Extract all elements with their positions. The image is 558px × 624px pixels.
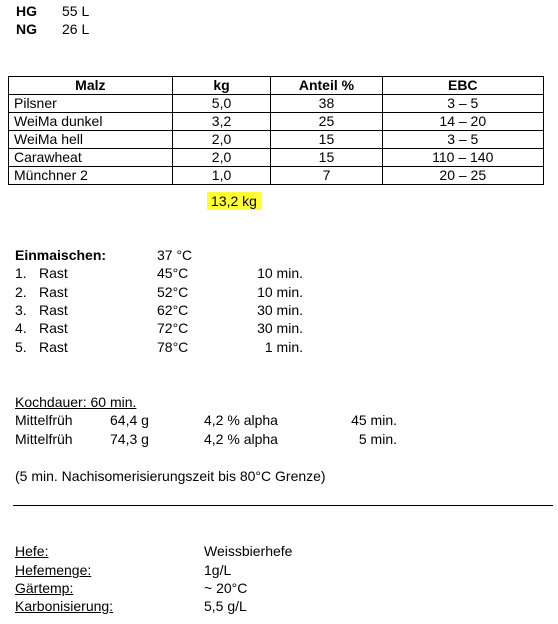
malz-name: Münchner 2 [9, 167, 173, 185]
header-malz: Malz [9, 77, 173, 95]
ng-label: NG [16, 21, 37, 37]
rast-time: 1 min. [264, 339, 303, 355]
hop-name: Mittelfrüh [15, 431, 73, 447]
rast-temp: 52°C [157, 284, 189, 300]
malz-ebc: 3 – 5 [382, 95, 543, 113]
kochen-note: (5 min. Nachisomerisierungszeit bis 80°C Grenze) [15, 468, 326, 484]
malz-anteil: 15 [271, 149, 382, 167]
rast-num: 1. [15, 265, 27, 281]
header-ebc: EBC [382, 77, 543, 95]
table-row [9, 113, 544, 131]
hop-alpha: 4,2 % alpha [204, 431, 278, 447]
section-divider [13, 505, 553, 506]
hefe-value: Weissbierhefe [204, 543, 293, 559]
hefe-label: Hefe: [15, 543, 49, 559]
einmaischen-temp: 37 °C [157, 247, 193, 263]
hop-alpha: 4,2 % alpha [204, 412, 278, 428]
rast-name: Rast [39, 320, 68, 336]
ng-value: 26 L [62, 21, 90, 37]
malz-name: Pilsner [9, 95, 173, 113]
malz-anteil: 7 [271, 167, 382, 185]
gaertemp-value: ~ 20°C [204, 580, 248, 596]
malz-anteil: 38 [271, 95, 382, 113]
header-kg: kg [172, 77, 271, 95]
table-row [9, 149, 544, 167]
rast-num: 5. [15, 339, 27, 355]
malz-kg: 2,0 [172, 149, 271, 167]
rast-name: Rast [39, 302, 68, 318]
malz-kg: 5,0 [172, 95, 271, 113]
rast-temp: 45°C [157, 265, 189, 281]
gaertemp-label: Gärtemp: [15, 580, 74, 596]
malz-anteil: 15 [271, 131, 382, 149]
karbonisierung-value: 5,5 g/L [204, 598, 247, 614]
malz-name: WeiMa dunkel [9, 113, 173, 131]
hg-value: 55 L [62, 3, 90, 19]
malz-name: Carawheat [9, 149, 173, 167]
malz-name: WeiMa hell [9, 131, 173, 149]
rast-time: 30 min. [257, 302, 303, 318]
rast-temp: 78°C [157, 339, 189, 355]
malz-ebc: 20 – 25 [382, 167, 543, 185]
rast-temp: 72°C [157, 320, 189, 336]
hop-time: 45 min. [351, 412, 397, 428]
rast-temp: 62°C [157, 302, 189, 318]
table-row [9, 95, 544, 113]
rast-num: 4. [15, 320, 27, 336]
hefemenge-label: Hefemenge: [15, 562, 92, 578]
rast-time: 10 min. [257, 265, 303, 281]
rast-name: Rast [39, 339, 68, 355]
table-row [9, 131, 544, 149]
malz-kg: 1,0 [172, 167, 271, 185]
kochdauer-label: Kochdauer: 60 min. [15, 394, 137, 410]
malz-ebc: 3 – 5 [382, 131, 543, 149]
hefemenge-value: 1g/L [204, 562, 232, 578]
malz-kg: 2,0 [172, 131, 271, 149]
rast-num: 2. [15, 284, 27, 300]
karbonisierung-label: Karbonisierung: [15, 598, 114, 614]
hop-name: Mittelfrüh [15, 412, 73, 428]
einmaischen-label: Einmaischen: [15, 247, 107, 263]
table-row [9, 167, 544, 185]
hop-time: 5 min. [358, 431, 397, 447]
rast-time: 30 min. [257, 320, 303, 336]
malz-ebc: 14 – 20 [382, 113, 543, 131]
hg-label: HG [16, 3, 37, 19]
rast-num: 3. [15, 302, 27, 318]
malz-kg: 3,2 [172, 113, 271, 131]
table-header-row [9, 77, 544, 95]
malz-table [8, 76, 544, 185]
malz-anteil: 25 [271, 113, 382, 131]
malz-ebc: 110 – 140 [382, 149, 543, 167]
rast-name: Rast [39, 265, 68, 281]
hop-amount: 74,3 g [110, 431, 149, 447]
malz-total: 13,2 kg [207, 192, 261, 210]
hop-amount: 64,4 g [110, 412, 149, 428]
rast-time: 10 min. [257, 284, 303, 300]
header-anteil: Anteil % [271, 77, 382, 95]
rast-name: Rast [39, 284, 68, 300]
